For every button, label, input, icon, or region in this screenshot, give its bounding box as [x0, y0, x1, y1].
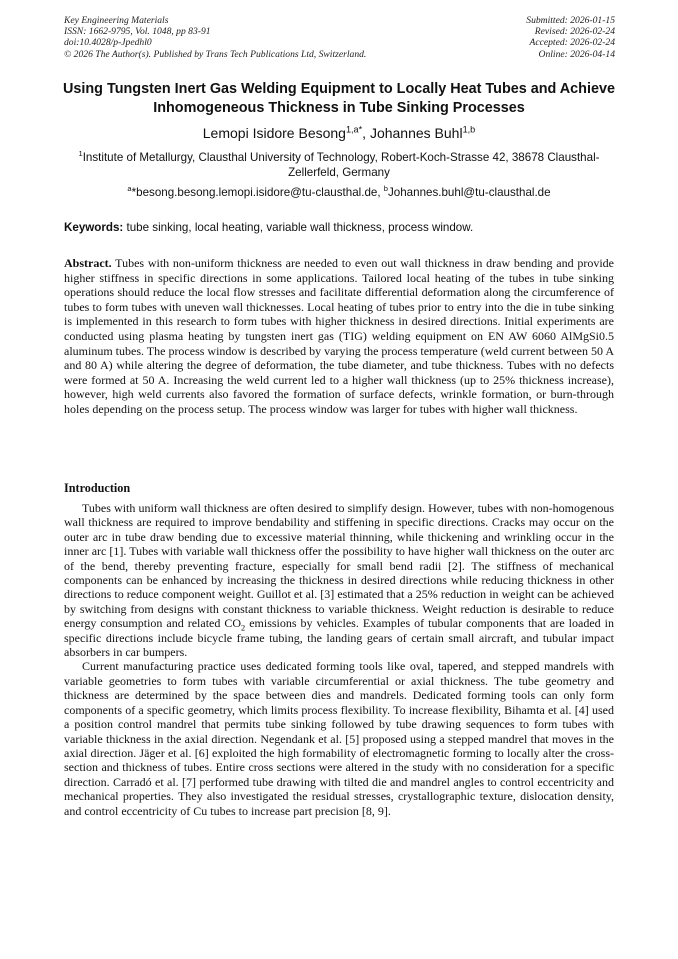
subscript: 2	[241, 623, 246, 633]
journal-name: Key Engineering Materials	[64, 15, 169, 26]
author-separator: ,	[362, 125, 370, 141]
email-mark: a	[127, 184, 132, 194]
accepted-date: Accepted: 2026-02-24	[529, 37, 615, 49]
introduction-body	[64, 501, 614, 818]
affiliation-text: Institute of Metallurgy, Clausthal University of Technology, Robert-Koch-Strasse 42, 38678 Clausthal-Zellerfeld, Germany	[82, 151, 600, 179]
issn: ISSN: 1662-9795, Vol. 1048, pp 83-91	[64, 26, 211, 38]
copyright: © 2026 The Author(s). Published by Trans Tech Publications Ltd, Switzerland.	[64, 48, 367, 60]
paper-title: Using Tungsten Inert Gas Welding Equipment to Locally Heat Tubes and Achieve Inhomogeneous Thickness in Tube Sinking Processes	[63, 81, 615, 116]
journal-header-left	[64, 15, 366, 60]
email-link[interactable]: *besong.besong.lemopi.isidore@tu-clausthal.de,	[131, 186, 384, 199]
revised-date: Revised: 2026-02-24	[534, 26, 615, 38]
email-link[interactable]: Johannes.buhl@tu-clausthal.de	[387, 186, 551, 199]
submitted-date: Submitted: 2026-01-15	[526, 15, 615, 26]
doi: doi:10.4028/p-Jpedhl0	[64, 37, 152, 49]
author-list	[40, 124, 638, 142]
abstract-text: Tubes with non-uniform thickness are needed to even out wall thickness in draw bending and provide higher stiffness in specific directions in some applications. Tailored local heating of the tubes in tube sinking operations should reduce the local flow stresses and facilitate differential deformation along the circumference of tubes to form tubes with uneven wall thicknesses. Local heating of tubes prior to entry into the die in tube sinking is implemented in this research to form tubes with higher thickness in desired directions. Initial experiments are conducted using plasma heating by tungsten inert gas (TIG) welding equipment on EN AW 6060 AlMgSi0.5 aluminum tubes. The process window is described by varying the process temperature (weld current between 50 A and 80 A) while altering the degree of deformation, the tube diameter, and tube thickness. Tubes with no defects were formed at 50 A. Increasing the weld current led to a higher wall thickness (up to 25% thickness increase), however, high weld currents also favored the formation of surface defects, wrinkle formation, or burn-through holes depending on the process setup. The process window was larger for tubes with higher wall thickness.	[64, 256, 614, 416]
author-emails	[40, 186, 638, 200]
author-name: Johannes Buhl	[369, 125, 463, 141]
affiliation	[64, 150, 614, 180]
keywords	[64, 221, 614, 235]
keywords-text: tube sinking, local heating, variable wall thickness, process window.	[123, 221, 474, 234]
journal-header-right	[526, 15, 615, 60]
email-mark: b	[383, 184, 388, 194]
affiliation-mark: 1	[78, 149, 83, 159]
abstract	[64, 256, 614, 417]
abstract-label: Abstract.	[64, 256, 112, 270]
paragraph	[64, 501, 614, 659]
keywords-label: Keywords:	[64, 221, 124, 234]
paragraph-text: emissions by vehicles. Examples of tubular components that are loaded in specific directions include bicycle frame tubing, the landing gears of certain small aircraft, and tubular impact absorbers in car bumpers.	[64, 616, 614, 660]
author-affiliation-mark: 1,a*	[345, 124, 363, 135]
paragraph: Current manufacturing practice uses dedicated forming tools like oval, tapered, and stepped mandrels with variable geometries to form tubes with variable circumferential or axial thickness. The tube geometry and thickness are determined by the space between dies and mandrels. Dedicated forming tools can only form components of a specific geometry, which limits process flexibility. To increase flexibility, Bihamta et al. [4] used a position control mandrel that permits tube sinking followed by tube drawing sequences to form tubes with variable thickness in the axial direction. Negendank et al. [5] proposed using a stepped mandrel that moves in the axial direction. Jäger et al. [6] exploited the high formability of electromagnetic forming to locally alter the cross-section and thickness of tubes. Entire cross sections were altered in the study with no consideration for a specific direction. Carradó et al. [7] performed tube drawing with tilted die and mandrel angles to control eccentricity and mechanical properties. They also investigated the residual stresses, crystallographic texture, dislocation density, and control eccentricity of Cu tubes to increase part precision [8, 9].	[64, 659, 614, 818]
paragraph-text: Tubes with uniform wall thickness are often desired to simplify design. However, tubes with non-homogenous wall thickness are required to improve bendability and stiffening in specific directions. Cracks may occur on the outer arc in tube draw bending due to excessive material thinning, while thickening and wrinkling occur in the inner arc [1]. Tubes with variable wall thickness offer the possibility to have higher wall thickness on the outer arc of the bend, thereby preventing fracture, especially for small bend radii [2]. The stiffness of mechanical components can be enhanced by increasing the thickness in desired directions while reducing thickness in other directions to reduce component weight. Guillot et al. [3] estimated that a 25% reduction in weight can be achieved by switching from designs with constant thickness to variable thickness. Weight reduction is desirable to reduce energy consumption and related CO	[64, 501, 614, 631]
author-name: Lemopi Isidore Besong	[202, 125, 346, 141]
online-date: Online: 2026-04-14	[538, 48, 615, 60]
author-affiliation-mark: 1,b	[462, 124, 476, 135]
introduction-heading: Introduction	[64, 481, 131, 495]
